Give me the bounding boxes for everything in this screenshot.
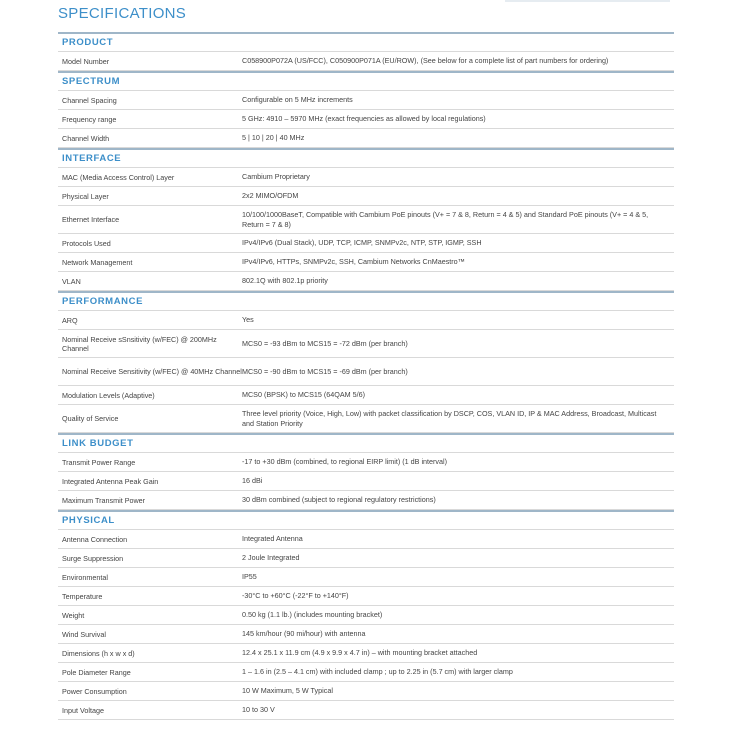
- spec-table: [58, 32, 674, 720]
- spec-value: 0.50 kg (1.1 lb.) (includes mounting bracket): [242, 610, 383, 619]
- spec-value: 145 km/hour (90 mi/hour) with antenna: [242, 629, 366, 638]
- spec-value: 5 | 10 | 20 | 40 MHz: [242, 133, 305, 142]
- spec-value: -30°C to +60°C (-22°F to +140°F): [242, 591, 349, 600]
- spec-value: MCS0 = -93 dBm to MCS15 = -72 dBm (per branch): [242, 338, 408, 348]
- spec-value: 10 W Maximum, 5 W Typical: [242, 686, 333, 695]
- spec-label: Ethernet Interface: [62, 215, 120, 224]
- spec-value: 802.1Q with 802.1p priority: [242, 276, 328, 285]
- spec-row: [58, 330, 674, 358]
- spec-value: Three level priority (Voice, High, Low) with packet classification by DSCP, COS, VLAN ID, IP & MAC Address, Broadcast, Multicast and Station Priority: [242, 408, 657, 428]
- spec-value: 10 to 30 V: [242, 705, 275, 714]
- spec-row: [58, 405, 674, 433]
- spec-value: 5 GHz: 4910 – 5970 MHz (exact frequencies as allowed by local regulations): [242, 114, 486, 123]
- spec-label: ARQ: [62, 315, 78, 325]
- spec-label: Modulation Levels (Adaptive): [62, 390, 155, 400]
- spec-value: MCS0 = -90 dBm to MCS15 = -69 dBm (per branch): [242, 366, 408, 376]
- spec-value: -17 to +30 dBm (combined, to regional EIRP limit) (1 dB interval): [242, 457, 448, 466]
- spec-row: [58, 682, 674, 701]
- section-header: SPECTRUM: [58, 71, 674, 91]
- spec-label: Temperature: [62, 591, 103, 601]
- spec-value: IP55: [242, 572, 257, 581]
- spec-row: [58, 549, 674, 568]
- spec-value: Integrated Antenna: [242, 534, 303, 543]
- spec-value: C058900P072A (US/FCC), C050900P071A (EU/ROW), (See below for a complete list of part numbers for ordering): [242, 56, 609, 65]
- spec-label: Channel Spacing: [62, 95, 117, 105]
- spec-row: [58, 253, 674, 272]
- spec-value: MCS0 (BPSK) to MCS15 (64QAM 5/6): [242, 390, 366, 399]
- spec-row: [58, 311, 674, 330]
- spec-value: Yes: [242, 315, 254, 324]
- spec-row: [58, 472, 674, 491]
- spec-row: [58, 606, 674, 625]
- spec-value: IPv4/IPv6 (Dual Stack), UDP, TCP, ICMP, SNMPv2c, NTP, STP, IGMP, SSH: [242, 238, 482, 247]
- spec-value: 2 Joule Integrated: [242, 553, 300, 562]
- spec-row: [58, 206, 674, 234]
- section-header: INTERFACE: [58, 148, 674, 168]
- spec-label: VLAN: [62, 276, 81, 286]
- spec-value: 1 – 1.6 in (2.5 – 4.1 cm) with included clamp ; up to 2.25 in (5.7 cm) with larger clamp: [242, 667, 513, 676]
- spec-label: Pole Diameter Range: [62, 667, 131, 677]
- spec-label: MAC (Media Access Control) Layer: [62, 172, 175, 182]
- spec-row: [58, 168, 674, 187]
- spec-row: [58, 110, 674, 129]
- spec-label: Wind Survival: [62, 629, 106, 639]
- spec-value: Cambium Proprietary: [242, 172, 310, 181]
- spec-value: IPv4/IPv6, HTTPs, SNMPv2c, SSH, Cambium Networks CnMaestro™: [242, 257, 465, 266]
- spec-value: 30 dBm combined (subject to regional regulatory restrictions): [242, 495, 436, 504]
- spec-label: Channel Width: [62, 133, 110, 143]
- spec-value: Configurable on 5 MHz increments: [242, 95, 353, 104]
- spec-label: Environmental: [62, 572, 108, 582]
- spec-label: Transmit Power Range: [62, 457, 136, 467]
- spec-label: Network Management: [62, 257, 133, 267]
- page-title: SPECIFICATIONS: [58, 5, 187, 22]
- spec-value: 16 dBi: [242, 476, 263, 485]
- spec-row: [58, 491, 674, 510]
- spec-row: [58, 91, 674, 110]
- spec-row: [58, 625, 674, 644]
- spec-value: 2x2 MIMO/OFDM: [242, 191, 299, 200]
- spec-row: [58, 129, 674, 148]
- spec-label: Quality of Service: [62, 414, 119, 423]
- section-header: PERFORMANCE: [58, 291, 674, 311]
- spec-row: [58, 358, 674, 386]
- spec-row: [58, 453, 674, 472]
- spec-label: Surge Suppression: [62, 553, 124, 563]
- spec-row: [58, 272, 674, 291]
- spec-label: Antenna Connection: [62, 534, 128, 544]
- spec-row: [58, 52, 674, 71]
- spec-row: [58, 234, 674, 253]
- spec-label: Input Voltage: [62, 705, 104, 715]
- section-header: PHYSICAL: [58, 510, 674, 530]
- spec-label: Model Number: [62, 56, 110, 66]
- spec-label: Physical Layer: [62, 191, 109, 201]
- spec-label: Nominal Receive sSnsitivity (w/FEC) @ 200MHz Channel: [62, 334, 217, 353]
- spec-label: Frequency range: [62, 114, 117, 124]
- spec-row: [58, 530, 674, 549]
- spec-label: Protocols Used: [62, 238, 111, 248]
- spec-row: [58, 701, 674, 720]
- spec-value: 12.4 x 25.1 x 11.9 cm (4.9 x 9.9 x 4.7 in) – with mounting bracket attached: [242, 648, 478, 657]
- spec-row: [58, 187, 674, 206]
- spec-label: Integrated Antenna Peak Gain: [62, 476, 159, 486]
- spec-label: Power Consumption: [62, 686, 127, 696]
- spec-row: [58, 587, 674, 606]
- spec-row: [58, 568, 674, 587]
- top-decorative-rule: [505, 0, 670, 2]
- section-header: LINK BUDGET: [58, 433, 674, 453]
- spec-row: [58, 644, 674, 663]
- spec-row: [58, 663, 674, 682]
- spec-label: Dimensions (h x w x d): [62, 648, 135, 658]
- spec-label: Nominal Receive Sensitivity (w/FEC) @ 40MHz Channel: [62, 367, 242, 376]
- section-header: PRODUCT: [58, 32, 674, 52]
- spec-label: Weight: [62, 610, 85, 620]
- spec-row: [58, 386, 674, 405]
- spec-label: Maximum Transmit Power: [62, 495, 146, 505]
- spec-value: 10/100/1000BaseT, Compatible with Cambium PoE pinouts (V+ = 7 & 8, Return = 4 & 5) and Standard PoE pinouts (V+ = 4 & 5, Return = 7 & 8): [242, 209, 649, 229]
